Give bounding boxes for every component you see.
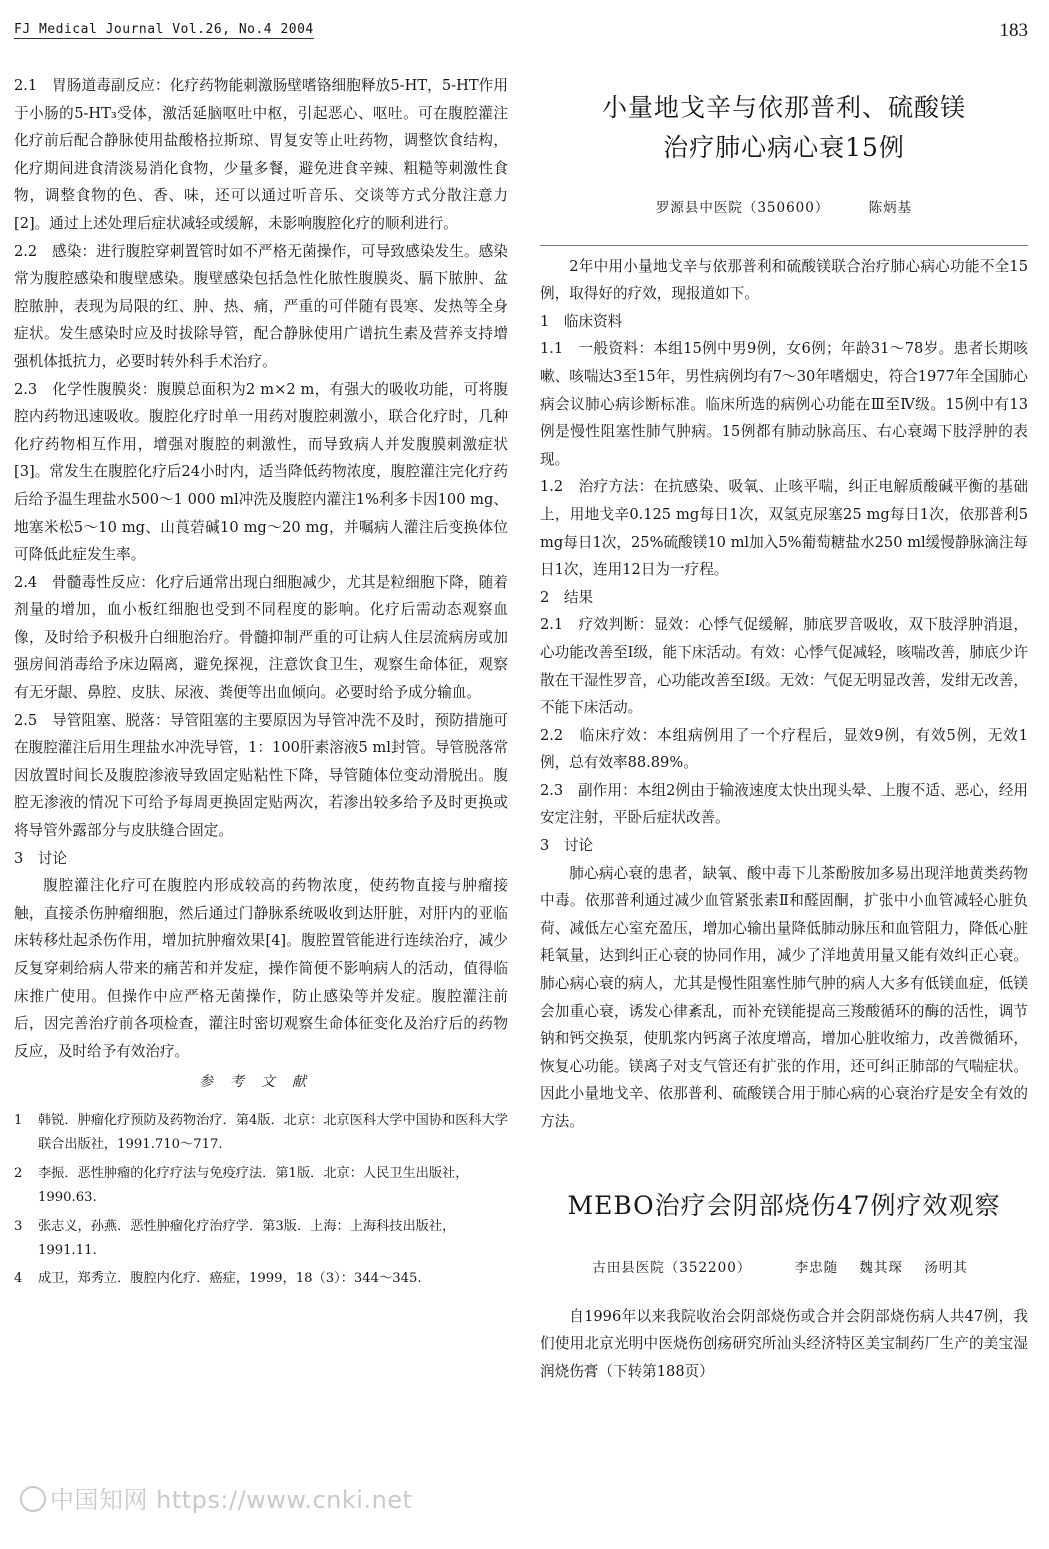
right-column xyxy=(540,72,1028,1386)
left-column xyxy=(14,72,508,1296)
left-section-heading: 3 讨论 xyxy=(14,849,68,867)
article2-author-3: 汤明其 xyxy=(924,1260,968,1277)
article1-institution: 罗源县中医院（350600） xyxy=(655,200,830,216)
reference-item xyxy=(14,1215,508,1264)
page-header xyxy=(14,22,1034,46)
reference-number: 1 xyxy=(14,1112,23,1128)
article2-paragraph: 自1996年以来我院收治会阴部烧伤或合并会阴部烧伤病人共47例，我们使用北京光明中医烧伤创疡研究所汕头经济特区美宝制药厂生产的美宝湿润烧伤膏（下转第188页） xyxy=(540,1307,1028,1380)
article1-title-line2: 治疗肺心病心衰15例 xyxy=(663,133,905,162)
left-paragraph: 2.4 骨髓毒性反应：化疗后通常出现白细胞减少，尤其是粒细胞下降，随着剂量的增加，血小板红细胞也受到不同程度的影响。化疗后需动态观察血像，及时给予积极升白细胞治疗。骨髓抑制严重的可让病人住层流病房或加强房间消毒给予床边隔离，避免探视，注意饮食卫生，观察生命体征，观察有无牙龈、鼻腔、皮肤、尿液、粪便等出血倾向。必要时给予成分输血。 xyxy=(14,573,508,702)
article2-byline xyxy=(540,1255,1028,1283)
article2-author-2: 魏其琛 xyxy=(859,1260,903,1277)
left-paragraph: 腹腔灌注化疗可在腹腔内形成较高的药物浓度，使药物直接与肿瘤接触，直接杀伤肿瘤细胞，然后通过门静脉系统吸收到达肝脏，对肝内的亚临床转移灶起杀伤作用，增加抗肿瘤效果[4]。腹腔置管能进行连续治疗，减少反复穿刺给病人带来的痛苦和并发症，操作简便不影响病人的活动，值得临床推广使用。但操作中应严格无菌操作，防止感染等并发症。腹腔灌注前后，因完善治疗前各项检查，灌注时密切观察生命体征变化及治疗后的药物反应，及时给予有效治疗。 xyxy=(14,877,508,1060)
page-number: 183 xyxy=(999,20,1028,41)
article1-section-heading: 2 结果 xyxy=(540,588,594,606)
reference-number: 3 xyxy=(14,1218,23,1234)
article2-author-1: 李忠随 xyxy=(794,1260,839,1277)
left-paragraph: 2.1 胃肠道毒副反应：化疗药物能刺激肠壁嗜铬细胞释放5-HT，5-HT作用于小肠的5-HT₃受体，激活延脑呕吐中枢，引起恶心、呕吐。可在腹腔灌注化疗前后配合静脉使用盐酸格拉斯琼、胃复安等止吐药物，调整饮食结构，化疗期间进食清淡易消化食物，少量多餐，避免进食辛辣、粗糙等刺激性食物，调整食物的色、香、味，还可以通过听音乐、交谈等方式分散注意力[2]。通过上述处理后症状减轻或缓解，未影响腹腔化疗的顺利进行。 xyxy=(14,77,508,232)
article1-paragraph: 1.1 一般资料：本组15例中男9例，女6例；年龄31～78岁。患者长期咳嗽、咳喘达3至15年，男性病例均有7～30年嗜烟史，符合1977年全国肺心病会议肺心病诊断标准。临床所选的病例心功能在Ⅲ至Ⅳ级。15例中有13例是慢性阻塞性肺气肿病。15例都有肺动脉高压、右心衰竭下肢浮肿的表现。 xyxy=(540,340,1028,468)
cnki-logo-icon xyxy=(20,1486,46,1512)
article1-byline xyxy=(540,195,1028,223)
journal-name: FJ Medical Journal Vol.26, No.4 2004 xyxy=(14,22,314,37)
article1-divider xyxy=(540,245,1028,246)
article1-paragraph: 2.1 疗效判断：显效：心悸气促缓解，肺底罗音吸收，双下肢浮肿消退，心功能改善至Ⅰ级，能下床活动。有效：心悸气促减轻，咳喘改善，肺底少许散在干湿性罗音，心功能改善至Ⅰ级。无效：气促无明显改善，发绀无改善，不能下床活动。 xyxy=(540,616,1028,717)
reference-text: 张志义，孙燕．恶性肿瘤化疗治疗学．第3版．上海：上海科技出版社，1991.11. xyxy=(38,1218,456,1258)
left-paragraph: 2.3 化学性腹膜炎：腹膜总面积为2 m×2 m，有强大的吸收功能，可将腹腔内药物迅速吸收。腹腔化疗时单一用药对腹腔刺激小，联合化疗时，几种化疗药物相互作用，增强对腹腔的刺激性，而导致病人并发腹膜刺激症状[3]。常发生在腹腔化疗后24小时内，适当降低药物浓度，腹腔灌注完化疗药后给予温生理盐水500～1 000 ml冲洗及腹腔内灌注1%利多卡因100 mg、地塞米松5～10 mg、山莨菪碱10 mg～20 mg，并嘱病人灌注后变换体位可降低此症发生率。 xyxy=(14,380,508,564)
reference-text: 韩锐．肿瘤化疗预防及药物治疗．第4版．北京：北京医科大学中国协和医科大学联合出版社，1991.710～717. xyxy=(38,1112,508,1153)
article1-title-line1: 小量地戈辛与依那普利、硫酸镁 xyxy=(601,93,966,122)
left-paragraph: 2.5 导管阻塞、脱落：导管阻塞的主要原因为导管冲洗不及时，预防措施可在腹腔灌注后用生理盐水冲洗导管，1：100肝素溶液5 ml封管。导管脱落常因放置时间长及腹腔渗液导致固定贴粘性下降，导管随体位变动滑脱出。腹腔无渗液的情况下可给予每周更换固定贴两次，若渗出较多给予及时更换或将导管外露部分与皮肤缝合固定。 xyxy=(14,711,508,840)
reference-text: 成卫，郑秀立．腹腔内化疗．癌症，1999，18（3）：344～345. xyxy=(38,1271,422,1287)
article1-author: 陈炳基 xyxy=(868,200,913,216)
left-body xyxy=(14,72,508,1065)
article1-paragraph: 肺心病心衰的患者，缺氧、酸中毒下儿茶酚胺加多易出现洋地黄类药物中毒。依那普利通过减少血管紧张素Ⅱ和醛固酮，扩张中小血管减轻心脏负荷、减低左心室充盈压，增加心输出量降低肺动脉压和血管阻力，降低心脏耗氧量，达到纠正心衰的协同作用，减少了洋地黄用量又能有效纠正心衰。肺心病心衰的病人，尤其是慢性阻塞性肺气肿的病人大多有低镁血症，低镁会加重心衰，诱发心律紊乱，而补充镁能提高三羧酸循环的酶的活性，调节钠和钙交换泵，使肌浆内钙离子浓度增高，增加心脏收缩力，改善微循环，恢复心功能。镁离子对支气管还有扩张的作用，还可纠正肺部的气喘症状。因此小量地戈辛、依那普利、硫酸镁合用于肺心病的心衰治疗是安全有效的方法。 xyxy=(540,864,1028,1130)
references-title: 参考文献 xyxy=(199,1074,323,1091)
reference-item xyxy=(14,1267,508,1291)
article2-body xyxy=(540,1303,1028,1386)
article1-section-heading: 3 讨论 xyxy=(540,837,594,855)
article1-section-heading: 1 临床资料 xyxy=(540,312,623,330)
left-paragraph: 2.2 感染：进行腹腔穿刺置管时如不严格无菌操作，可导致感染发生。感染常为腹腔感染和腹壁感染。腹壁感染包括急性化脓性腹膜炎、膈下脓肿、盆腔脓肿，表现为局限的红、肿、热、痛，严重的可伴随有畏寒、发热等全身症状。发生感染时应及时拔除导管，配合静脉使用广谱抗生素及营养支持增强机体抵抗力，必要时转外科手术治疗。 xyxy=(14,242,508,370)
article1-paragraph: 1.2 治疗方法：在抗感染、吸氧、止咳平喘，纠正电解质酸碱平衡的基础上，用地戈辛0.125 mg每日1次，双氢克尿塞25 mg每日1次，依那普利5 mg每日1次，25%硫酸镁10 ml加入5%葡萄糖盐水250 ml缓慢静脉滴注每日1次，连用12日为一疗程。 xyxy=(540,478,1028,579)
references-list xyxy=(14,1109,508,1292)
reference-item xyxy=(14,1162,508,1211)
reference-number: 2 xyxy=(14,1165,23,1181)
article1-title xyxy=(540,88,1028,168)
article1-body xyxy=(540,253,1028,1136)
article1-paragraph: 2.3 副作用：本组2例由于输液速度太快出现头晕、上腹不适、恶心，经用安定注射，平卧后症状改善。 xyxy=(540,781,1028,827)
watermark-text: 中国知网 https://www.cnki.net xyxy=(50,1486,413,1514)
article2-title: MEBO治疗会阴部烧伤47例疗效观察 xyxy=(567,1190,1001,1220)
cnki-watermark xyxy=(20,1480,412,1515)
article1-paragraph: 2年中用小量地戈辛与依那普利和硫酸镁联合治疗肺心病心功能不全15例，取得好的疗效，现报道如下。 xyxy=(540,257,1028,303)
article1-paragraph: 2.2 临床疗效：本组病例用了一个疗程后，显效9例，有效5例，无效1例，总有效率88.89%。 xyxy=(540,726,1028,772)
reference-number: 4 xyxy=(14,1271,23,1287)
reference-item xyxy=(14,1109,508,1158)
article2-institution: 古田县医院（352200） xyxy=(592,1260,752,1277)
reference-text: 李振．恶性肿瘤的化疗疗法与免疫疗法．第1版．北京：人民卫生出版社，1990.63. xyxy=(38,1165,469,1206)
